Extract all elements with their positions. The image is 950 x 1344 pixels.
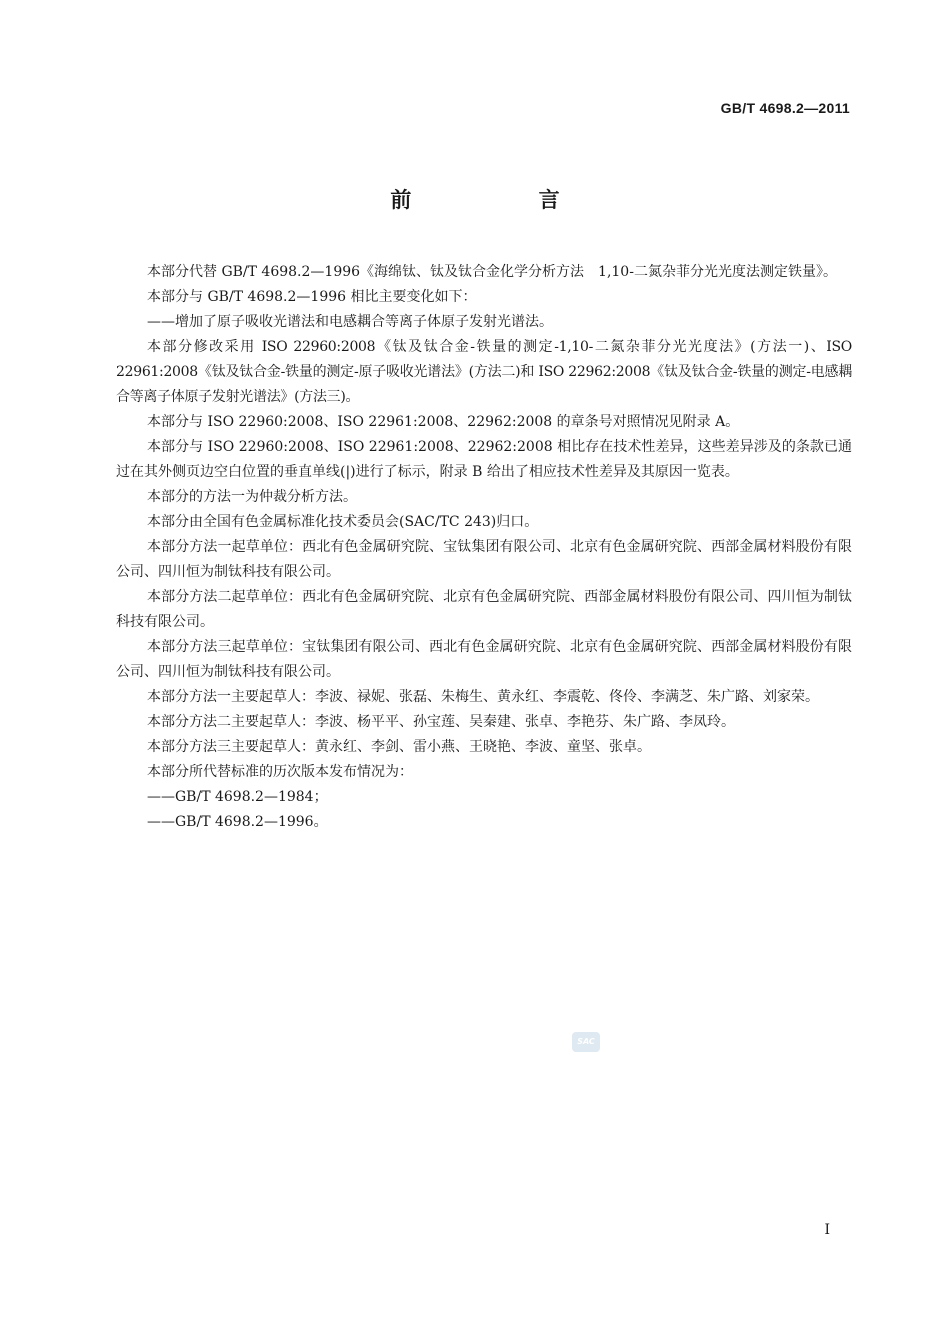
paragraph-method1-drafters: 本部分方法一主要起草人：李波、禄妮、张磊、朱梅生、黄永红、李震乾、佟伶、李满芝、朱广路、刘家荣。 <box>147 689 819 705</box>
paragraph-annex-a: 本部分与 ISO 22960:2008、ISO 22961:2008、22962:2008 的章条号对照情况见附录 A。 <box>147 414 740 430</box>
paragraph-edition-1984: ——GB/T 4698.2—1984； <box>147 789 328 805</box>
paragraph-previous-editions: 本部分所代替标准的历次版本发布情况为： <box>147 764 413 780</box>
page-number: I <box>824 1222 830 1238</box>
paragraph-method2-drafters: 本部分方法二主要起草人：李波、杨平平、孙宝莲、吴秦建、张卓、李艳芬、朱广路、李凤玲。 <box>147 714 735 730</box>
paragraph-edition-1996: ——GB/T 4698.2—1996。 <box>147 814 328 830</box>
paragraph-change-item: ——增加了原子吸收光谱法和电感耦合等离子体原子发射光谱法。 <box>147 314 553 330</box>
paragraph-technical-differences: 本部分与 ISO 22960:2008、ISO 22961:2008、22962:2008 相比存在技术性差异，这些差异涉及的条款已通过在其外侧页边空白位置的垂直单线(|)进行了标示，附录 B 给出了相应技术性差异及其原因一览表。 <box>116 439 852 480</box>
paragraph-method3-drafters: 本部分方法三主要起草人：黄永红、李剑、雷小燕、王晓艳、李波、童坚、张卓。 <box>147 739 651 755</box>
paragraph-supersedes: 本部分代替 GB/T 4698.2—1996《海绵钛、钛及钛合金化学分析方法 1,10-二氮杂菲分光光度法测定铁量》。 <box>147 264 837 280</box>
paragraph-method2-units: 本部分方法二起草单位：西北有色金属研究院、北京有色金属研究院、西部金属材料股份有限公司、四川恒为制钛科技有限公司。 <box>116 589 852 630</box>
paragraph-iso-adoption: 本部分修改采用 ISO 22960:2008《钛及钛合金-铁量的测定-1,10-二氮杂菲分光光度法》(方法一)、ISO 22961:2008《钛及钛合金-铁量的测定-原子吸收光谱法》(方法二)和 ISO 22962:2008《钛及钛合金-铁量的测定-电感耦合等离子体原子发射光谱法》(方法三)。 <box>116 339 852 405</box>
page-title: 前 言 <box>390 188 620 212</box>
paragraph-committee: 本部分由全国有色金属标准化技术委员会(SAC/TC 243)归口。 <box>147 514 539 530</box>
paragraph-main-changes: 本部分与 GB/T 4698.2—1996 相比主要变化如下： <box>147 289 477 305</box>
foreword-body <box>116 260 852 835</box>
paragraph-arbitration-method: 本部分的方法一为仲裁分析方法。 <box>147 489 357 505</box>
paragraph-method3-units: 本部分方法三起草单位：宝钛集团有限公司、西北有色金属研究院、北京有色金属研究院、西部金属材料股份有限公司、四川恒为制钛科技有限公司。 <box>116 639 852 680</box>
sac-watermark-logo: SAC <box>572 1032 600 1052</box>
standard-code: GB/T 4698.2—2011 <box>720 100 850 116</box>
paragraph-method1-units: 本部分方法一起草单位：西北有色金属研究院、宝钛集团有限公司、北京有色金属研究院、西部金属材料股份有限公司、四川恒为制钛科技有限公司。 <box>116 539 852 580</box>
